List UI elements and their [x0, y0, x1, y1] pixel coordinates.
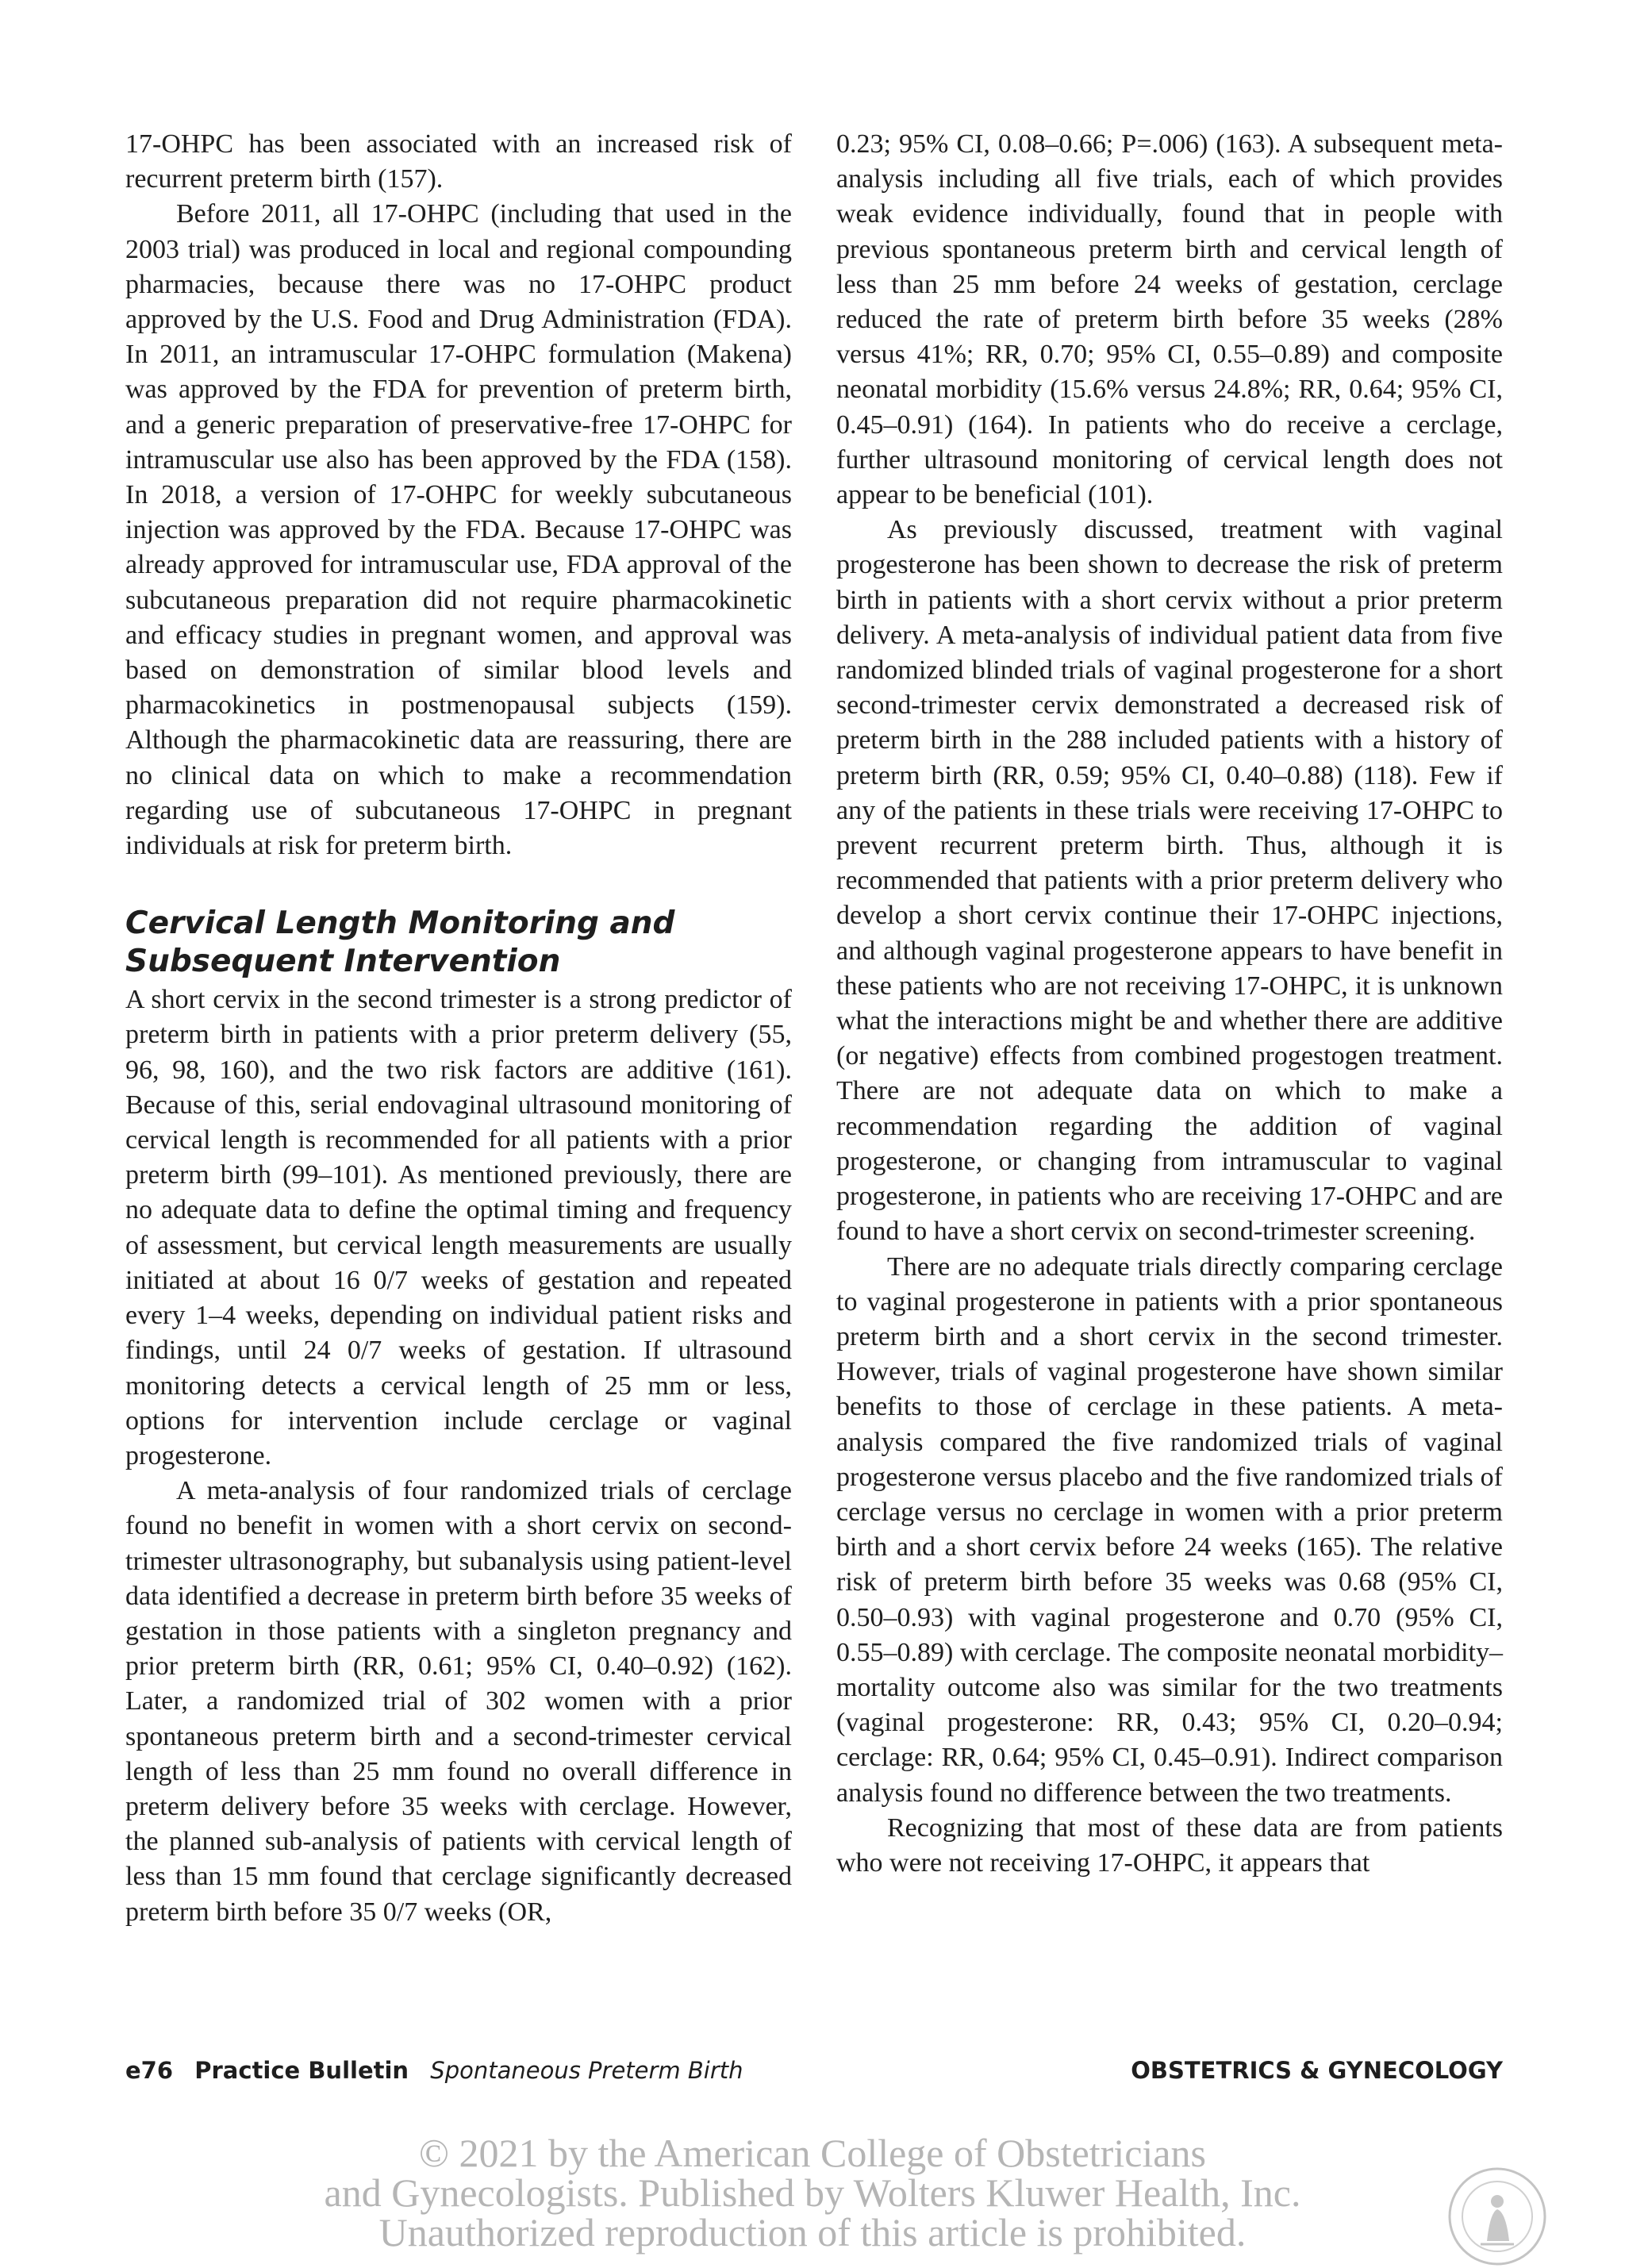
right-paragraph-2: As previously discussed, treatment with vaginal progesterone has been shown to decrease the risk of preterm birth in patients with a short cervix without a prior preterm delivery. A meta-analysis of individual patient data from five randomized blinded trials of vaginal progesterone for a short second-trimester cervix demonstrated a decreased risk of preterm birth in the 288 included patients with a history of preterm birth (RR, 0.59; 95% CI, 0.40–0.88) (118). Few if any of the patients in these trials were receiving 17-OHPC to prevent recurrent preterm birth. Thus, although it is recommended that patients with a prior preterm delivery who develop a short cervix continue their 17-OHPC injections, and although vaginal progesterone appears to have benefit in these patients who are not receiving 17-OHPC, it is unknown what the interactions might be and whether there are additive (or negative) effects from combined progestogen treatment. There are not adequate data on which to make a recommendation regarding the addition of vaginal progesterone, or changing from intramuscular to vaginal progesterone, in patients who are receiving 17-OHPC and are found to have a short cervix on second-trimester screening.: [836, 515, 1503, 1247]
left-column: [125, 127, 792, 1930]
page-footer: [125, 2057, 1503, 2093]
section-heading: Cervical Length Monitoring and Subsequent Intervention: [125, 905, 675, 980]
journal-name: OBSTETRICS & GYNECOLOGY: [1131, 2057, 1503, 2084]
right-paragraph-1: 0.23; 95% CI, 0.08–0.66; P=.006) (163). A subsequent meta-analysis including all five trials, each of which provides weak evidence individually, found that in people with previous spontaneous preterm birth and cervical length of less than 25 mm before 24 weeks of gestation, cerclage reduced the rate of preterm birth before 35 weeks (28% versus 41%; RR, 0.70; 95% CI, 0.55–0.89) and composite neonatal morbidity (15.6% versus 24.8%; RR, 0.64; 95% CI, 0.45–0.91) (164). In patients who do receive a cerclage, further ultrasound monitoring of cervical length does not appear to be beneficial (101).: [836, 129, 1503, 510]
left-paragraph-3: A short cervix in the second trimester is a strong predictor of preterm birth in patients with a prior preterm delivery (55, 96, 98, 160), and the two risk factors are additive (161). Because of this, serial endovaginal ultrasound monitoring of cervical length is recommended for all patients with a prior preterm birth (99–101). As mentioned previously, there are no adequate data to define the optimal timing and frequency of assessment, but cervical length measurements are usually initiated at about 16 0/7 weeks of gestation and repeated every 1–4 weeks, depending on individual patient risks and findings, until 24 0/7 weeks of gestation. If ultrasound monitoring detects a cervical length of 25 mm or less, options for intervention include cerclage or vaginal progesterone.: [125, 985, 792, 1470]
copyright-line-2: and Gynecologists. Published by Wolters Kluwer Health, Inc.: [324, 2170, 1301, 2215]
right-paragraph-4: Recognizing that most of these data are from patients who were not receiving 17-OHPC, it appears that: [836, 1812, 1503, 1878]
right-column: [836, 127, 1503, 1881]
bulletin-subtitle: Spontaneous Preterm Birth: [430, 2057, 743, 2084]
copyright-notice: [0, 2131, 1625, 2255]
left-paragraph-4: A meta-analysis of four randomized trials of cerclage found no benefit in women with a short cervix on second-trimester ultrasonography, but subanalysis using patient-level data identified a decrease in preterm birth before 35 weeks of gestation in those patients with a singleton pregnancy and prior preterm birth (RR, 0.61; 95% CI, 0.40–0.92) (162). Later, a randomized trial of 302 women with a prior spontaneous preterm birth and a second-trimester cervical length of less than 25 mm found no overall difference in preterm delivery before 35 weeks with cerclage. However, the planned sub-analysis of patients with cervical length of less than 15 mm found that cerclage significantly decreased preterm birth before 35 0/7 weeks (OR,: [125, 1476, 792, 1927]
left-paragraph-2: Before 2011, all 17-OHPC (including that used in the 2003 trial) was produced in local and regional compounding pharmacies, because there was no 17-OHPC product approved by the U.S. Food and Drug Administration (FDA). In 2011, an intramuscular 17-OHPC formulation (Makena) was approved by the FDA for prevention of preterm birth, and a generic preparation of preservative-free 17-OHPC for intramuscular use also has been approved by the FDA (158). In 2018, a version of 17-OHPC for weekly subcutaneous injection was approved by the FDA. Because 17-OHPC was already approved for intramuscular use, FDA approval of the subcutaneous preparation did not require pharmacokinetic and efficacy studies in pregnant women, and approval was based on demonstration of similar blood levels and pharmacokinetics in postmenopausal subjects (159). Although the pharmacokinetic data are reassuring, there are no clinical data on which to make a recommendation regarding use of subcutaneous 17-OHPC in pregnant individuals at risk for preterm birth.: [125, 199, 792, 861]
copyright-line-3: Unauthorized reproduction of this article is prohibited.: [378, 2210, 1247, 2255]
page-number: e76: [125, 2057, 174, 2084]
acog-seal-icon: [1446, 2165, 1549, 2268]
bulletin-label: Practice Bulletin: [194, 2057, 409, 2084]
right-paragraph-3: There are no adequate trials directly comparing cerclage to vaginal progesterone in patients with a prior spontaneous preterm birth and a short cervix in the second trimester. However, trials of vaginal progesterone have shown similar benefits to those of cerclage in these patients. A meta-analysis compared the five randomized trials of vaginal progesterone versus placebo and the five randomized trials of cerclage versus no cerclage in women with a prior preterm birth and a short cervix before 24 weeks (165). The relative risk of preterm birth before 35 weeks was 0.68 (95% CI, 0.50–0.93) with vaginal progesterone and 0.70 (95% CI, 0.55–0.89) with cerclage. The composite neonatal morbidity–mortality outcome also was similar for the two treatments (vaginal progesterone: RR, 0.43; 95% CI, 0.20–0.94; cerclage: RR, 0.64; 95% CI, 0.45–0.91). Indirect comparison analysis found no difference between the two treatments.: [836, 1251, 1503, 1808]
footer-left: [125, 2057, 743, 2084]
copyright-line-1: © 2021 by the American College of Obstetricians: [419, 2131, 1206, 2175]
left-paragraph-1: 17-OHPC has been associated with an increased risk of recurrent preterm birth (157).: [125, 129, 792, 194]
